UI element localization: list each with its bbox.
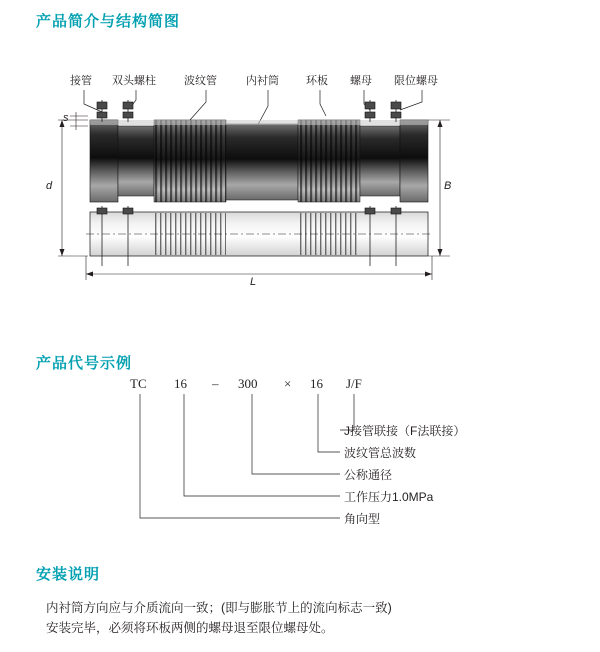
callout-label-5: 螺母: [350, 75, 372, 87]
code-description-1: 波纹管总波数: [344, 446, 417, 460]
dimension-label-B: B: [444, 180, 452, 192]
product-code-example: [36, 378, 566, 548]
page-title-code: 产品代号示例: [36, 355, 133, 372]
dimension-label-L: L: [250, 276, 257, 288]
structure-diagram: [40, 60, 560, 290]
code-description-2: 公称通径: [344, 468, 393, 482]
callout-label-2: 波纹管: [184, 75, 217, 87]
code-token-3: 300: [238, 376, 258, 391]
code-token-0: TC: [130, 376, 147, 391]
callout-label-1: 双头螺柱: [112, 75, 156, 87]
code-token-1: 16: [174, 376, 187, 391]
callout-label-6: 限位螺母: [394, 75, 438, 87]
code-description-0: J接管联接（F法联接）: [344, 424, 466, 438]
code-token-5: 16: [310, 376, 323, 391]
install-line: 内衬筒方向应与介质流向一致；(即与膨胀节上的流向标志一致): [46, 601, 392, 615]
dimension-label-d: d: [46, 180, 53, 192]
dimension-label-s: s: [63, 112, 69, 124]
code-leader-lines: [36, 378, 566, 548]
callout-label-4: 环板: [306, 75, 328, 87]
callout-label-0: 接管: [70, 75, 92, 87]
diagram-svg: [40, 60, 560, 290]
install-line: 安装完毕，必须将环板两侧的螺母退至限位螺母处。: [46, 621, 334, 635]
code-description-4: 角向型: [344, 512, 381, 526]
page-title-install: 安装说明: [36, 566, 101, 583]
code-token-4: ×: [284, 376, 292, 391]
code-token-6: J/F: [346, 376, 362, 391]
code-token-2: –: [212, 376, 219, 391]
callout-label-3: 内衬筒: [246, 75, 279, 87]
page-title-intro: 产品简介与结构简图: [36, 13, 181, 30]
code-description-3: 工作压力1.0MPa: [344, 490, 434, 504]
